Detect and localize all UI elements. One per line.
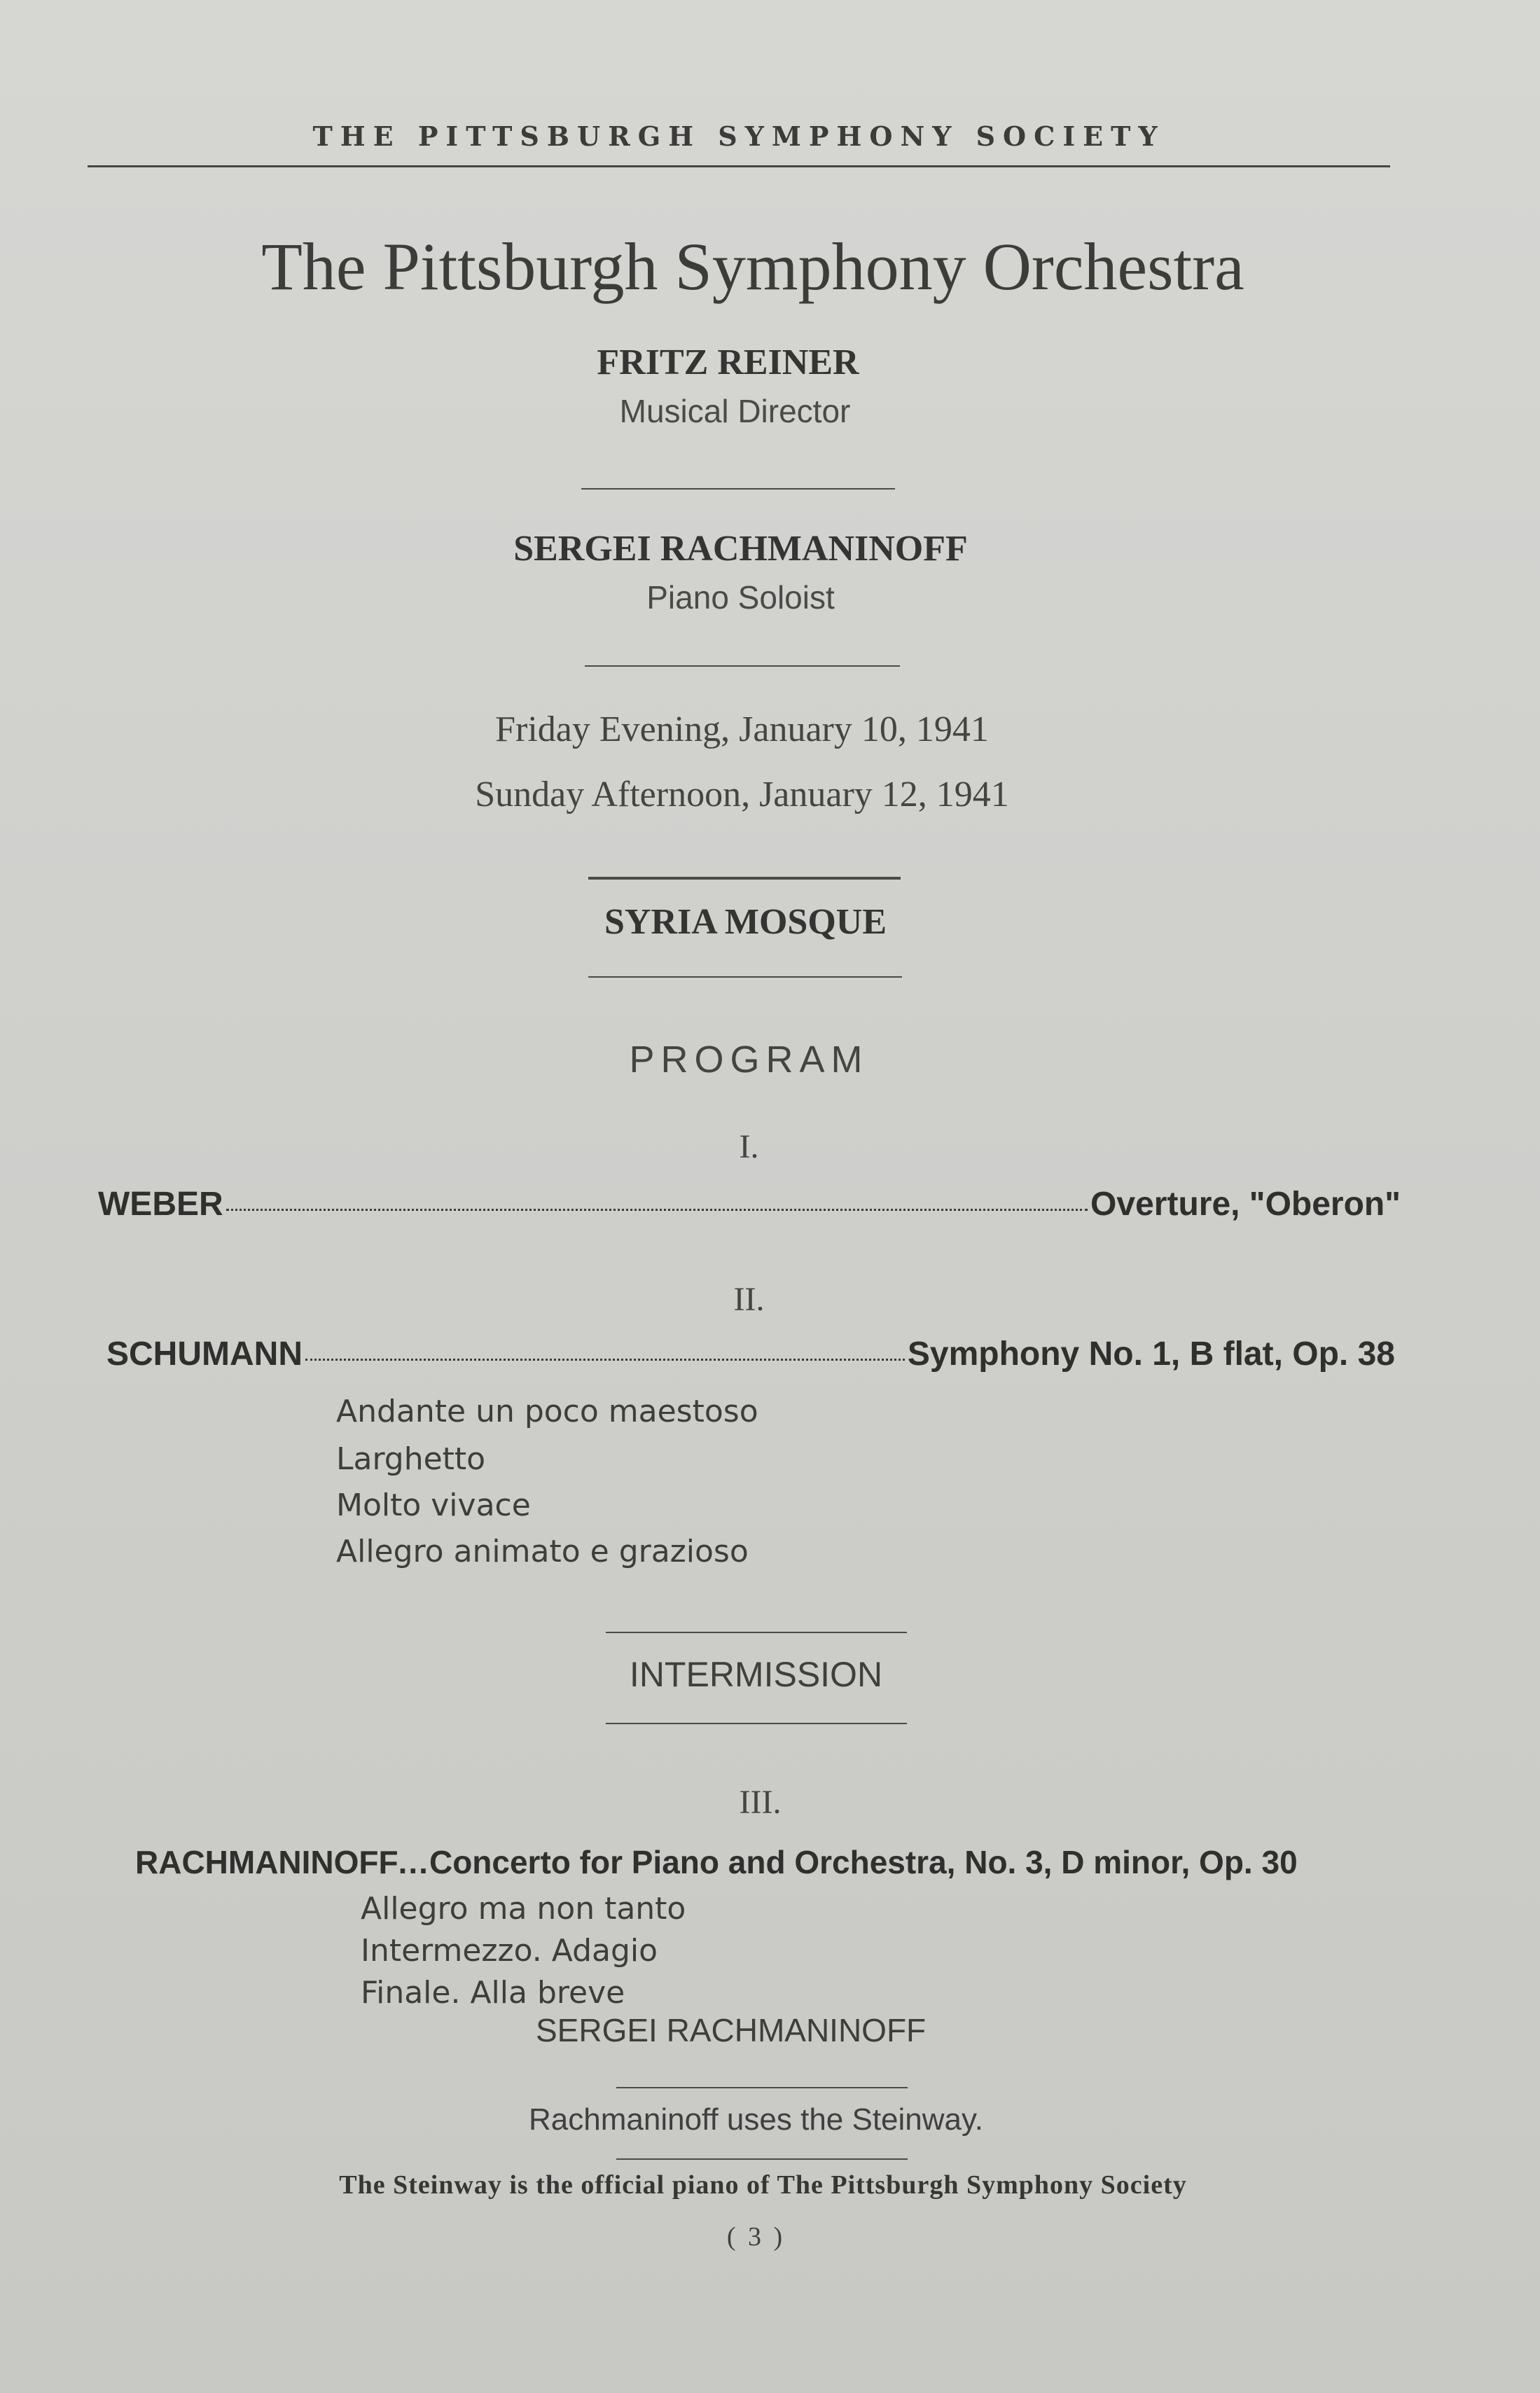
divider	[588, 877, 901, 880]
director-name: FRITZ REINER	[597, 342, 859, 382]
movement: Andante un poco maestoso	[336, 1394, 758, 1429]
movement: Finale. Alla breve	[361, 1975, 625, 2011]
program-entry	[135, 1843, 1389, 1881]
composer: SCHUMANN	[106, 1336, 303, 1373]
dot-leader	[226, 1209, 1088, 1211]
date-sunday: Sunday Afternoon, January 12, 1941	[475, 775, 1009, 814]
movement: Larghetto	[336, 1441, 486, 1477]
soloist-name: SERGEI RACHMANINOFF	[513, 529, 968, 569]
divider	[606, 1632, 907, 1633]
director-role: Musical Director	[619, 393, 851, 429]
divider	[588, 976, 902, 978]
movement: Intermezzo. Adagio	[361, 1933, 658, 1969]
header-rule	[88, 165, 1390, 167]
divider	[585, 665, 900, 667]
venue: SYRIA MOSQUE	[604, 902, 887, 942]
date-friday: Friday Evening, January 10, 1941	[495, 709, 989, 749]
concerto-soloist: SERGEI RACHMANINOFF	[536, 2012, 927, 2048]
part-numeral: III.	[739, 1784, 782, 1821]
intermission: INTERMISSION	[629, 1655, 883, 1694]
official-piano-note: The Steinway is the official piano of The Pittsburgh Symphony Society	[339, 2170, 1187, 2200]
steinway-note: Rachmaninoff uses the Steinway.	[529, 2102, 983, 2137]
divider	[606, 1723, 907, 1724]
dot-leader: ...	[398, 1844, 429, 1880]
divider	[616, 2158, 908, 2160]
movement: Allegro animato e grazioso	[336, 1534, 749, 1569]
composer: RACHMANINOFF	[135, 1844, 398, 1880]
movement: Molto vivace	[336, 1487, 531, 1523]
divider	[616, 2087, 908, 2088]
program-entry	[98, 1185, 1401, 1223]
society-header: THE PITTSBURGH SYMPHONY SOCIETY	[312, 120, 1165, 152]
dot-leader	[305, 1359, 905, 1361]
work-title: Concerto for Piano and Orchestra, No. 3, D minor, Op. 30	[429, 1844, 1298, 1880]
program-title: PROGRAM	[629, 1039, 869, 1081]
orchestra-title: The Pittsburgh Symphony Orchestra	[261, 229, 1244, 304]
page-number: ( 3 )	[726, 2222, 786, 2252]
soloist-role: Piano Soloist	[646, 579, 835, 616]
part-numeral: I.	[739, 1128, 759, 1165]
part-numeral: II.	[733, 1281, 765, 1318]
composer: WEBER	[98, 1186, 223, 1223]
divider	[581, 488, 895, 490]
work-title: Symphony No. 1, B flat, Op. 38	[907, 1336, 1395, 1373]
program-entry	[106, 1335, 1395, 1373]
movement: Allegro ma non tanto	[361, 1891, 686, 1927]
work-title: Overture, "Oberon"	[1090, 1186, 1401, 1223]
